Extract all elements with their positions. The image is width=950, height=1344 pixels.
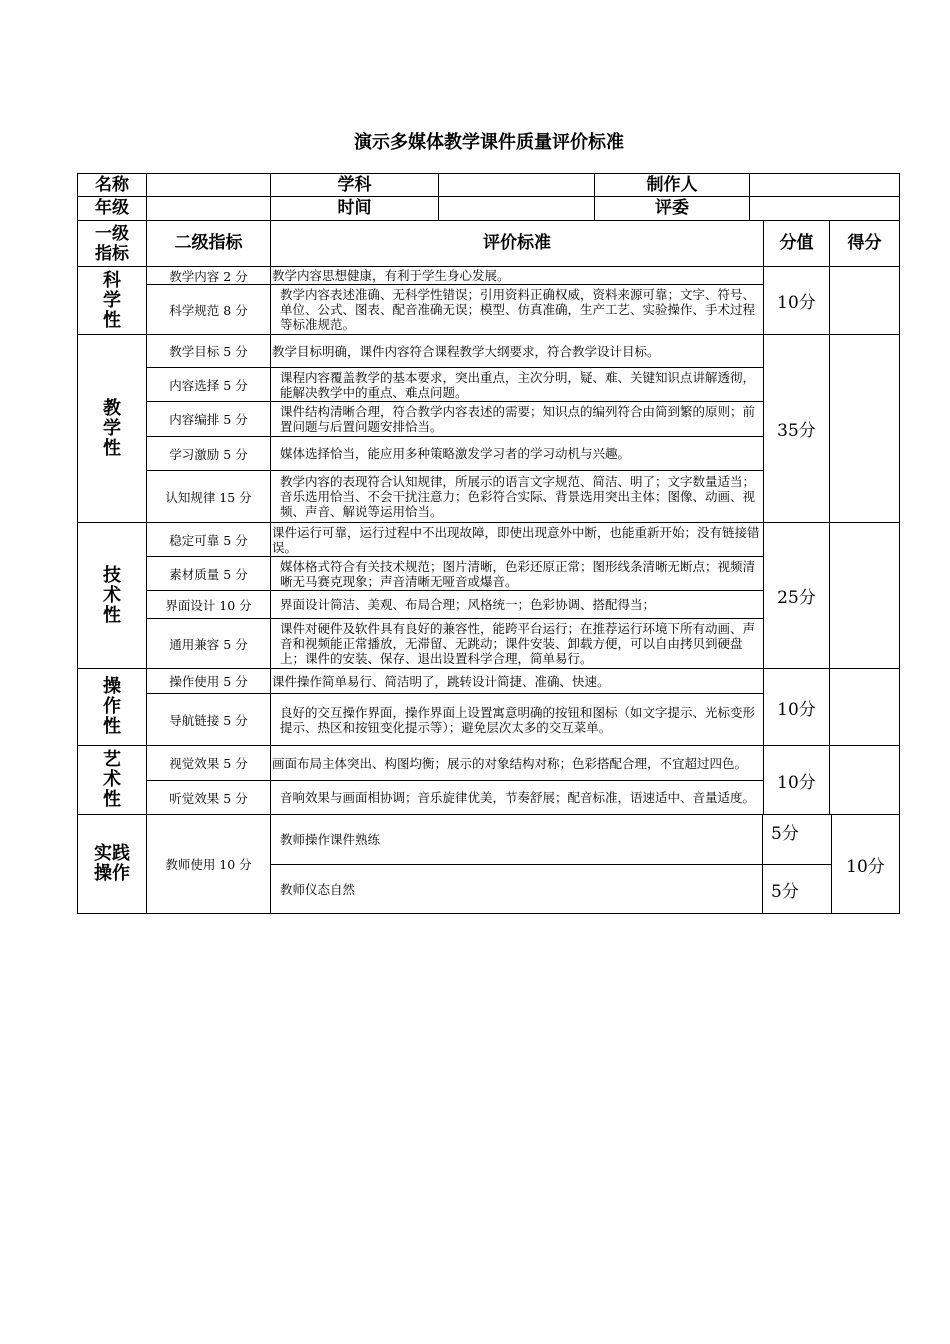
name-value-cell[interactable] — [146, 173, 271, 197]
criteria-norm: 教学内容表述准确、无科学性错误；引用资料正确权威，资料来源可靠；文字、符号、单位、公式、图表、配音准确无误；模型、仿真准确，生产工艺、实验操作、手术过程等标准规范。 — [270, 284, 764, 335]
grade-value-cell[interactable] — [146, 196, 271, 221]
indicator-selection: 内容选择 5 分 — [146, 367, 271, 402]
criteria-content: 教学内容思想健康，有利于学生身心发展。 — [270, 266, 764, 285]
indicator-teacher-use: 教师使用 10 分 — [146, 814, 271, 914]
got-teaching-cell[interactable] — [829, 334, 900, 523]
score-operability: 10分 — [763, 668, 830, 746]
section-operability: 操 作 性 — [77, 668, 147, 746]
indicator-compat: 通用兼容 5 分 — [146, 618, 271, 669]
page-title: 演示多媒体教学课件质量评价标准 — [354, 132, 624, 153]
time-label: 时间 — [270, 196, 439, 221]
criteria-proficiency: 教师操作课件熟练 — [270, 814, 763, 865]
indicator-arrangement: 内容编排 5 分 — [146, 401, 271, 437]
score-science: 10分 — [763, 266, 830, 335]
criteria-selection: 课程内容覆盖教学的基本要求，突出重点，主次分明，疑、难、关键知识点讲解透彻，能解决教学中的重点、难点问题。 — [270, 367, 764, 402]
subject-value-cell[interactable] — [438, 173, 595, 197]
indicator-material: 素材质量 5 分 — [146, 556, 271, 591]
indicator-motivation: 学习激励 5 分 — [146, 436, 271, 471]
author-value-cell[interactable] — [749, 173, 900, 197]
criteria-arrangement: 课件结构清晰合理，符合教学内容表述的需要；知识点的编列符合由简到繁的原则；前置问题与后置问题安排恰当。 — [270, 401, 764, 437]
criteria-goal: 教学目标明确，课件内容符合课程教学大纲要求，符合教学设计目标。 — [270, 334, 764, 368]
header-level1: 一级 指标 — [77, 220, 147, 267]
score-technical: 25分 — [763, 522, 830, 669]
section-artistry: 艺 术 性 — [77, 745, 147, 815]
section-teaching: 教 学 性 — [77, 334, 147, 523]
criteria-usage: 课件操作简单易行、简洁明了，跳转设计简捷、准确、快速。 — [270, 668, 764, 694]
indicator-audio: 听觉效果 5 分 — [146, 780, 271, 815]
subject-label: 学科 — [270, 173, 439, 197]
header-criteria: 评价标准 — [270, 220, 764, 267]
indicator-cognition: 认知规律 15 分 — [146, 470, 271, 523]
score-demeanor: 5分 — [762, 864, 832, 914]
got-science-cell[interactable] — [829, 266, 900, 335]
indicator-interface: 界面设计 10 分 — [146, 590, 271, 619]
author-label: 制作人 — [594, 173, 750, 197]
indicator-content: 教学内容 2 分 — [146, 266, 271, 285]
section-science: 科 学 性 — [77, 266, 147, 335]
criteria-navigation: 良好的交互操作界面，操作界面上设置寓意明确的按钮和图标（如文字提示、光标变形提示、热区和按钮变化提示等）；避免层次太多的交互菜单。 — [270, 693, 764, 746]
criteria-visual: 画面布局主体突出、构图均衡；展示的对象结构对称；色彩搭配合理，不宜超过四色。 — [270, 745, 764, 781]
judge-value-cell[interactable] — [749, 196, 900, 221]
indicator-norm: 科学规范 8 分 — [146, 284, 271, 335]
score-teaching: 35分 — [763, 334, 830, 523]
indicator-goal: 教学目标 5 分 — [146, 334, 271, 368]
time-value-cell[interactable] — [438, 196, 595, 221]
got-artistry-cell[interactable] — [829, 745, 900, 815]
score-practice: 10分 — [831, 814, 900, 914]
score-artistry: 10分 — [763, 745, 830, 815]
name-label: 名称 — [77, 173, 147, 197]
header-score: 分值 — [763, 220, 830, 267]
grade-label: 年级 — [77, 196, 147, 221]
criteria-stability: 课件运行可靠，运行过程中不出现故障，即使出现意外中断，也能重新开始；没有链接错误。 — [270, 522, 764, 557]
indicator-visual: 视觉效果 5 分 — [146, 745, 271, 781]
criteria-audio: 音响效果与画面相协调；音乐旋律优美，节奏舒展；配音标准，语速适中、音量适度。 — [270, 780, 764, 815]
criteria-motivation: 媒体选择恰当，能应用多种策略激发学习者的学习动机与兴趣。 — [270, 436, 764, 471]
section-technical: 技 术 性 — [77, 522, 147, 669]
indicator-navigation: 导航链接 5 分 — [146, 693, 271, 746]
criteria-cognition: 教学内容的表现符合认知规律，所展示的语言文字规范、简洁、明了；文字数量适当；音乐选用恰当、不会干扰注意力；色彩符合实际、背景选用突出主体；图像、动画、视频、声音、解说等运用恰当。 — [270, 470, 764, 523]
got-technical-cell[interactable] — [829, 522, 900, 669]
judge-label: 评委 — [594, 196, 750, 221]
criteria-material: 媒体格式符合有关技术规范；图片清晰，色彩还原正常；图形线条清晰无断点；视频清晰无马赛克现象；声音清晰无哑音或爆音。 — [270, 556, 764, 591]
score-proficiency: 5分 — [762, 814, 832, 865]
section-practice: 实践 操作 — [77, 814, 147, 914]
header-level2: 二级指标 — [146, 220, 271, 267]
criteria-compat: 课件对硬件及软件具有良好的兼容性，能跨平台运行；在推荐运行环境下所有动画、声音和视频能正常播放，无滞留、无跳动；课件安装、卸载方便，可以自由拷贝到硬盘上；课件的安装、保存、退出设置科学合理，简单易行。 — [270, 618, 764, 669]
indicator-usage: 操作使用 5 分 — [146, 668, 271, 694]
header-got: 得分 — [829, 220, 900, 267]
got-operability-cell[interactable] — [829, 668, 900, 746]
criteria-interface: 界面设计简洁、美观、布局合理；风格统一；色彩协调、搭配得当； — [270, 590, 764, 619]
indicator-stability: 稳定可靠 5 分 — [146, 522, 271, 557]
criteria-demeanor: 教师仪态自然 — [270, 864, 763, 914]
